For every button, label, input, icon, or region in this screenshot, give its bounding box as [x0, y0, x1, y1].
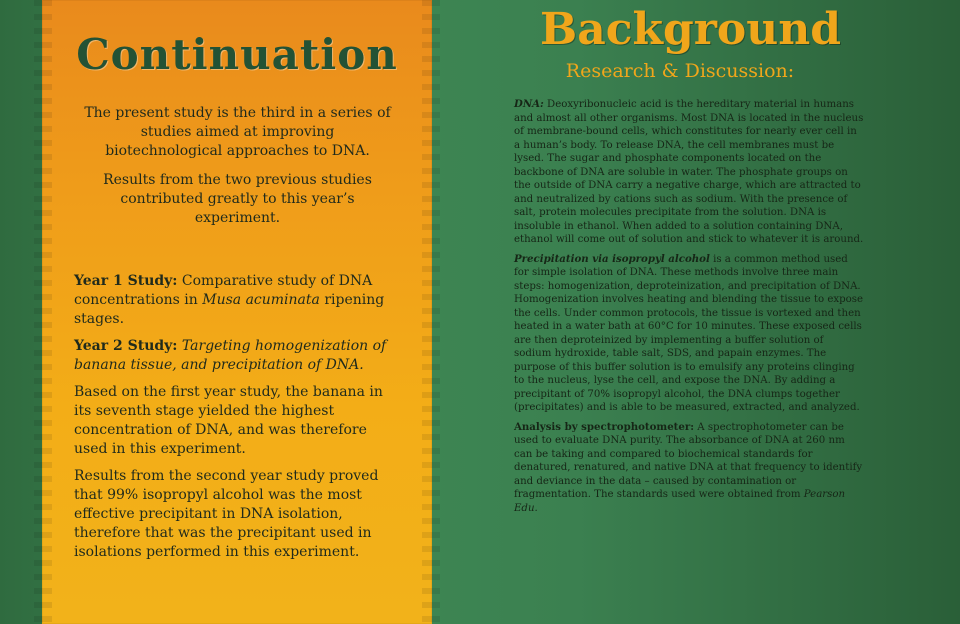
- spectro-text: A spectrophotometer can be used to evaluate DNA purity. The absorbance of DNA at 260 nm can be taking and compared to biochemical standards for denatured, renatured, and native DNA at that frequency to identify and deviance in the data – caused by contamination or fragmentation. The standards used were obtained from: [514, 421, 863, 500]
- year2-label: Year 2 Study:: [74, 338, 178, 354]
- year1-text-a: Comparative study of DNA concentrations in: [74, 273, 373, 308]
- year1-label: Year 1 Study:: [74, 273, 178, 289]
- year1-species: Musa acuminata: [202, 292, 320, 308]
- spectro-source: Pearson Edu: [514, 489, 846, 514]
- precipitation-text: is a common method used for simple isolation of DNA. These methods involve three main steps: homogenization, deproteinization, and precipitation of DNA. Homogenization involves heating and blending the tissue to expose the cells. Under common protocols, the tissue is vortexed and then heated in a water bath at 60°C for 10 minutes. These exposed cells are then deproteinized by implementing a buffer solution of sodium hydroxide, table salt, SDS, and papain enzymes. The purpose of this buffer solution is to emulsify any proteins clinging to the nucleus, lyse the cell, and expose the DNA. By adding a precipitant of 70% isopropyl alcohol, the DNA clumps together (precipitates) and is able to be measured, extracted, and analyzed.: [514, 253, 864, 413]
- dna-paragraph: [514, 98, 864, 247]
- intro-paragraph-1: The present study is the third in a series of studies aimed at improving biotechnological approaches to DNA.: [84, 105, 391, 159]
- second-year-result: Results from the second year study proved that 99% isopropyl alcohol was the most effective precipitant in DNA isolation, therefore that was the precipitant used in isolations performed in this experiment.: [74, 468, 379, 560]
- precipitation-label: Precipitation via isopropyl alcohol: [514, 252, 710, 265]
- background-subtitle: Research & Discussion:: [565, 60, 795, 82]
- year1-text-b: ripening stages.: [74, 292, 385, 327]
- dna-label: DNA:: [514, 98, 544, 110]
- spectro-label: Analysis by spectrophotometer:: [514, 420, 694, 433]
- studies-section: [74, 272, 396, 570]
- precipitation-paragraph: [514, 253, 864, 415]
- year2-paragraph: [74, 337, 396, 375]
- continuation-title: Continuation: [76, 30, 398, 79]
- dna-text: Deoxyribonucleic acid is the hereditary material in humans and almost all other organisms. Most DNA is located in the nucleus of membrane-bound cells, which constitutes for nearly ever cell in a human’s body. To release DNA, the cell membranes must be lysed. The sugar and phosphate components located on the backbone of DNA are soluble in water. The phosphate groups on the outside of DNA carry a negative charge, which are attracted to and neutralized by cations such as sodium. With the presence of salt, protein molecules precipitate from the solution. DNA is insoluble in ethanol. When added to a solution containing DNA, ethanol will come out of solution and stick to whatever it is around.: [514, 99, 864, 245]
- first-year-result: Based on the first year study, the banana in its seventh stage yielded the highest concentration of DNA, and was therefore used in this experiment.: [74, 384, 383, 457]
- spectro-paragraph: [514, 421, 864, 516]
- intro-section: [80, 104, 395, 238]
- year2-text: Targeting homogenization of banana tissue, and precipitation of DNA.: [74, 338, 387, 373]
- research-section: [514, 98, 864, 521]
- intro-paragraph-2: Results from the two previous studies contributed greatly to this year’s experiment.: [103, 172, 372, 226]
- background-title: Background: [540, 4, 842, 55]
- year1-paragraph: [74, 272, 396, 329]
- spectro-end: .: [534, 502, 538, 514]
